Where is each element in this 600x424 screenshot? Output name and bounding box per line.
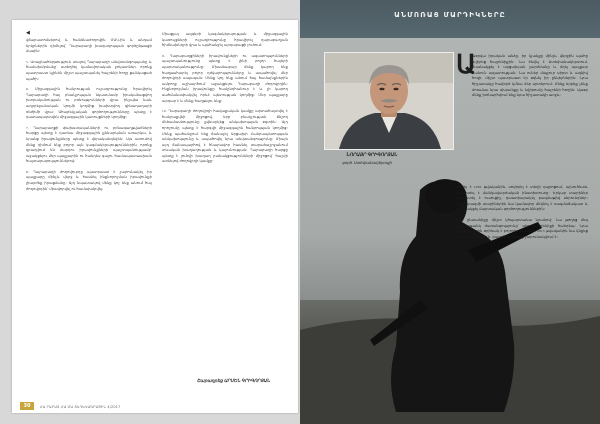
paragraph: Միացյալ ազգերի կազմակերպության և միջազգային կառույցների ուշադրությունը հրավիրել ղարաբաղյան հիմնախնդրի վրա և պահանջել արդարացի լուծում։ (162, 32, 288, 48)
right-page (300, 0, 600, 424)
portrait-name: ՆՈՐԱՅՐ ԳՐԻԳՈՐՅԱՆ (346, 152, 398, 157)
paragraph: Ծնվել է 1936 թվականին, սովորել է տեղի դպրոցում, այնուհետև ավարտել է մանկավարժական ինստիտուտը։ Երկար տարիներ աշխատել է ուսուցիչ, դաստիարակել բազմաթիվ սերունդներ։ Պատերազմի տարիներին նա կամավոր մեկնել է ռազմաճակատ և մասնակցել մարտական գործողություններին։ (456, 185, 588, 212)
page-number: 30 (20, 402, 34, 410)
footer-publication: ՀԱ ՐԱՐԱՏ ՀԱ ՄԱ ՏԵՂԵԿԱԳՐԱՅԻՆ 4/2017 (40, 405, 121, 409)
page-footer (12, 400, 298, 413)
paragraph: յսօրվա իրական անձը, իր կյանքը մինչև վերջին պահը նվիրեց հայրենիքին։ Նա ծնվել է Ստեփանակերտում, մասնակցել է արցախյան շարժմանը և մղել պայքար հանուն ազատության։ Նա ուներ մաքուր սիրտ և ազնիվ հոգի, միշտ պատրաստ էր օգնել իր ընկերներին։ Նրա հիշատակը հավերժ կմնա մեր սրտերում։ Մենք երբեք չենք մոռանա նրա սխրանքը և նվիրումը հայրենի հողին։ Այսօր մենք խոնարհվում ենք նրա հիշատակի առջև։ (472, 54, 588, 98)
paragraph: 8. Ղարաբաղի ժողովուրդը պատրաստ է շարունակել իր պայքարը մինչև վերջ և հասնել ինքնորոշման իրավունքի լիարժեք իրացմանը։ Այդ նպատակով մենք կոչ ենք անում հայ ժողովրդին՝ միավորվել ու համախմբվել։ (26, 169, 152, 191)
left-column-1 (26, 38, 152, 197)
portrait-photo (324, 52, 454, 150)
column-marker-icon: ◀ (26, 30, 30, 36)
drop-cap: Ա (456, 50, 476, 79)
paragraph: 6. Միջազգային հանրության ուշադրությունը հրավիրել Ղարաբաղի հայ բնակչության նկատմամբ իրականացվող խտրականության ու բռնությունների վրա, ինչպես նաև ադրբեջանական կողմի կողմից խախտվող զինադադարի ռեժիմի վրա։ Ահաբեկչական գործողությունները պետք է դատապարտվեն միջազգային կառույցների կողմից։ (26, 87, 152, 120)
article-body (456, 185, 588, 245)
paragraph: 10. Ղարաբաղի ժողովրդի հավաքական կամքը արտահայտվել է հանրաքվեի միջոցով, երբ բնակչության ճնշող մեծամասնությունը քվեարկեց անկախության օգտին։ Այդ որոշումը պետք է հարգվի միջազգային հանրության կողմից։ Մենք պահանջում ենք ճանաչել Արցախի Հանրապետության անկախությունը և ապահովել նրա անվտանգությունը։ Միայն այդ ճանապարհով է հնարավոր հասնել տարածաշրջանում տևական խաղաղության և կայունության։ Ղարաբաղի հարցը պետք է լուծվի խաղաղ բանակցությունների միջոցով՝ հաշվի առնելով ժողովրդի կամքը։ (162, 109, 288, 164)
author-signature: Շարադրեց ԱՐՄԵՆ ԳՐԻԳՈՐՅԱՆ (196, 378, 270, 383)
left-page (12, 20, 298, 413)
portrait-role: գործ. Ստեփանակերտցի (342, 161, 392, 165)
article-intro (472, 54, 588, 104)
paragraph: 7. Ղարաբաղցի փախստականների ու բռնագաղթվածների հարցը պետք է դառնա միջազգային քննարկման առարկա, և նրանց իրավունքները պետք է վերականգնվեն։ Այս առումով մենք դիմում ենք բոլոր այն կազմակերպություններին, որոնք զբաղվում են մարդու իրավունքների պաշտպանությամբ՝ աջակցելու մեր պայքարին ու հանդես գալու համապատասխան հայտարարություններով։ (26, 125, 152, 164)
left-column-2 (162, 32, 288, 170)
portrait-image (325, 53, 453, 149)
paragraph: 9. Ղարաբաղցիների իրավունքների ու ազատությունների պաշտպանությունը պետք է լինի բոլոր հայերի պարտականությունը։ Միասնաբար մենք կարող ենք հաղթահարել բոլոր դժվարությունները և ապահովել մեր ժողովրդի ապագան։ Մենք կոչ ենք անում հայ համայնքներին ամբողջ աշխարհում՝ աջակցելու Ղարաբաղի ժողովրդին։ Ինքնորոշման իրավունքը համընդհանուր է և չի կարող սահմանափակվել որևէ պետության կողմից։ Մեր պայքարը արդար է և մենք հաղթելու ենք։ (162, 53, 288, 103)
paragraph: 5. Առաջնահերթություն տալով Ղարաբաղի անվտանգությանը և համախմբմանը՝ ստեղծել կամավորական ջոկատներ, որոնք պատրաստ կլինեն միշտ պաշտպանել հայրենի հողը ցանկացած պահի։ (26, 59, 152, 81)
paragraph: Մեր ընտանիքը միշտ կհպարտանա նրանով։ Նա թողեց մեզ ամենաթանկ ժառանգությունը՝ սեր հայրենիքի հանդեպ։ Նրա կյանքի ուղին օրինակ է բոլորիս համար։ 2015 թվականին նա կնքեց իր մահկանացուն, բայց նրա գործը շարունակվում է։ (456, 217, 588, 239)
paragraph: վճարատոմսերով և հանձնաժողովին ՄԱԿ-ին և անդամ երկրներին դիմելով՝ Ղարաբաղի խաղաղության գործընթացի մասին։ (26, 38, 152, 54)
section-title: ԱՆՄՈՌԱՑ ՄԱՐԴԻԿՆԵՐԸ (394, 11, 506, 19)
section-header (300, 0, 600, 38)
